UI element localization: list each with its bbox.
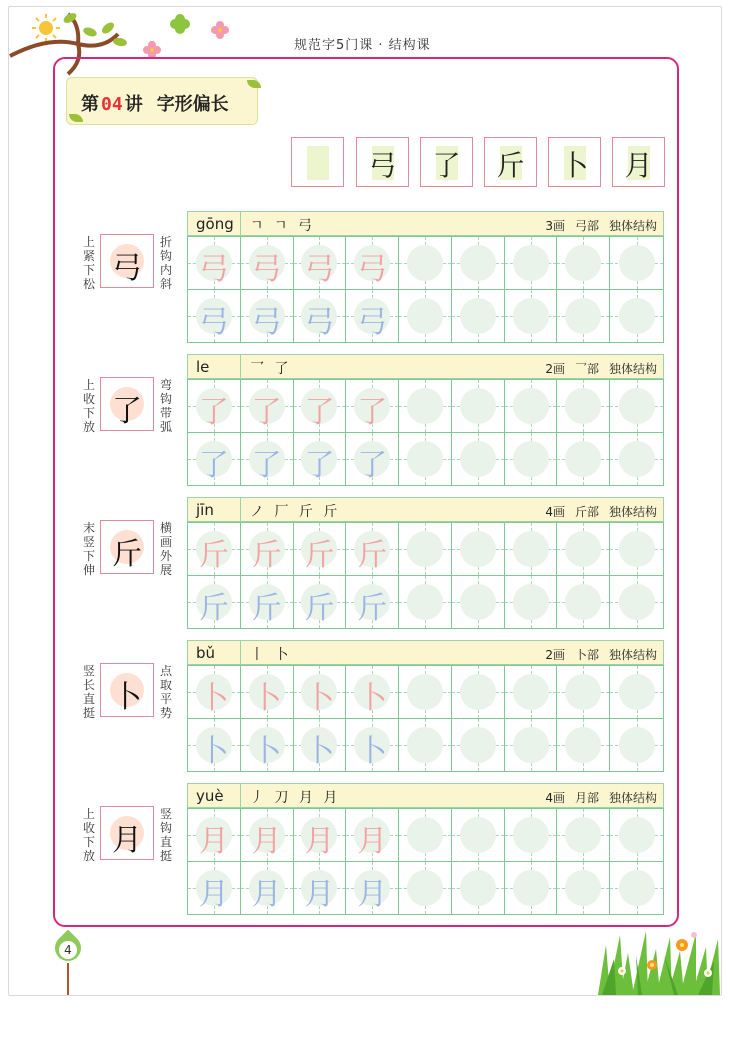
char-info-bar bbox=[187, 640, 664, 665]
writing-cell[interactable] bbox=[399, 576, 452, 629]
structure: 独体结构 bbox=[608, 791, 657, 805]
top-char: 月 bbox=[624, 149, 653, 182]
trace-char: 弓 bbox=[357, 304, 388, 340]
writing-cell[interactable] bbox=[294, 380, 347, 433]
trace-char: 斤 bbox=[251, 538, 282, 573]
writing-cell[interactable] bbox=[505, 290, 558, 343]
writing-cell[interactable] bbox=[557, 433, 610, 486]
flower-icon bbox=[211, 21, 229, 39]
model-char-box bbox=[100, 806, 154, 860]
tip-char: 上 bbox=[82, 807, 95, 821]
writing-cell[interactable] bbox=[188, 719, 241, 772]
tip-char: 挺 bbox=[159, 849, 172, 863]
tip-char: 放 bbox=[82, 849, 95, 863]
model-char: 月 bbox=[112, 823, 142, 858]
writing-cell[interactable] bbox=[188, 666, 241, 719]
tip-char: 平 bbox=[159, 692, 172, 706]
practice-row bbox=[75, 640, 675, 775]
writing-cell[interactable] bbox=[610, 237, 663, 290]
writing-cell[interactable] bbox=[452, 380, 505, 433]
writing-cell[interactable] bbox=[346, 666, 399, 719]
tip-char: 收 bbox=[82, 821, 95, 835]
writing-cell[interactable] bbox=[188, 380, 241, 433]
trace-char: 斤 bbox=[304, 590, 335, 626]
tip-char: 内 bbox=[159, 263, 172, 277]
trace-char: 弓 bbox=[357, 252, 388, 287]
trace-char: 了 bbox=[304, 447, 335, 483]
char-info-bar bbox=[187, 497, 664, 522]
stroke-count: 2画 bbox=[545, 362, 565, 376]
top-char: 斤 bbox=[496, 149, 525, 182]
tip-char: 取 bbox=[159, 678, 172, 692]
writing-cell[interactable] bbox=[399, 809, 452, 862]
structure: 独体结构 bbox=[608, 648, 657, 662]
writing-cell[interactable] bbox=[188, 433, 241, 486]
writing-cell[interactable] bbox=[557, 719, 610, 772]
writing-cell[interactable] bbox=[188, 523, 241, 576]
tip-char: 横 bbox=[159, 521, 172, 535]
practice-row bbox=[75, 783, 675, 918]
trace-char: 月 bbox=[198, 876, 229, 912]
tip-left bbox=[81, 378, 97, 434]
tip-right bbox=[158, 235, 174, 291]
trace-char: 弓 bbox=[198, 252, 229, 287]
top-char-box bbox=[291, 137, 344, 187]
writing-cell[interactable] bbox=[294, 809, 347, 862]
writing-grid bbox=[187, 522, 664, 629]
pinyin: bǔ bbox=[196, 644, 216, 662]
tip-left bbox=[81, 664, 97, 720]
writing-cell[interactable] bbox=[346, 809, 399, 862]
tip-char: 松 bbox=[82, 277, 95, 291]
radical: 弓部 bbox=[574, 219, 599, 233]
writing-cell[interactable] bbox=[399, 380, 452, 433]
stroke-order: ノ 厂 斤 斤 bbox=[250, 504, 341, 520]
writing-cell[interactable] bbox=[505, 666, 558, 719]
writing-cell[interactable] bbox=[610, 666, 663, 719]
writing-cell[interactable] bbox=[188, 862, 241, 915]
tip-right bbox=[158, 378, 174, 434]
trace-char: 了 bbox=[304, 395, 335, 430]
model-char-box bbox=[100, 520, 154, 574]
trace-char: 了 bbox=[198, 395, 229, 430]
stroke-count: 4画 bbox=[545, 505, 565, 519]
clover-icon bbox=[170, 14, 190, 34]
writing-grid bbox=[187, 665, 664, 772]
writing-cell[interactable] bbox=[505, 523, 558, 576]
writing-cell[interactable] bbox=[241, 433, 294, 486]
stroke-order: ㄱ ㄱ 弓 bbox=[250, 218, 315, 234]
writing-cell[interactable] bbox=[399, 666, 452, 719]
writing-cell[interactable] bbox=[399, 237, 452, 290]
radical: 乛部 bbox=[574, 362, 599, 376]
writing-cell[interactable] bbox=[610, 523, 663, 576]
writing-cell[interactable] bbox=[452, 523, 505, 576]
tip-char: 势 bbox=[159, 706, 172, 720]
writing-cell[interactable] bbox=[557, 809, 610, 862]
pinyin: yuè bbox=[196, 787, 224, 805]
stroke-order: 丿 刀 月 月 bbox=[250, 790, 341, 806]
trace-char: 卜 bbox=[198, 733, 229, 769]
header-title: 规范字5门课 · 结构课 bbox=[294, 38, 431, 53]
writing-cell[interactable] bbox=[505, 237, 558, 290]
trace-char: 卜 bbox=[357, 733, 388, 769]
writing-cell[interactable] bbox=[241, 719, 294, 772]
lesson-suffix: 讲 bbox=[124, 94, 143, 115]
writing-cell[interactable] bbox=[294, 719, 347, 772]
char-info-bar bbox=[187, 783, 664, 808]
writing-cell[interactable] bbox=[452, 809, 505, 862]
trace-char: 了 bbox=[357, 395, 388, 430]
writing-grid bbox=[187, 808, 664, 915]
trace-char: 斤 bbox=[198, 590, 229, 626]
tip-char: 钩 bbox=[159, 249, 172, 263]
writing-cell[interactable] bbox=[294, 523, 347, 576]
writing-cell[interactable] bbox=[241, 290, 294, 343]
trace-char: 了 bbox=[251, 447, 282, 483]
writing-cell[interactable] bbox=[505, 380, 558, 433]
tip-char: 挺 bbox=[82, 706, 95, 720]
highlight bbox=[307, 146, 329, 180]
trace-char: 斤 bbox=[357, 538, 388, 573]
writing-cell[interactable] bbox=[346, 719, 399, 772]
writing-cell[interactable] bbox=[241, 576, 294, 629]
tip-char: 下 bbox=[82, 835, 95, 849]
trace-char: 月 bbox=[251, 824, 282, 859]
practice-row bbox=[75, 211, 675, 346]
char-info-bar bbox=[187, 354, 664, 379]
stroke-count: 3画 bbox=[545, 219, 565, 233]
writing-cell[interactable] bbox=[557, 237, 610, 290]
writing-cell[interactable] bbox=[399, 433, 452, 486]
tip-char: 竖 bbox=[159, 807, 172, 821]
tip-char: 画 bbox=[159, 535, 172, 549]
writing-cell[interactable] bbox=[399, 523, 452, 576]
writing-cell[interactable] bbox=[610, 576, 663, 629]
model-char-box bbox=[100, 663, 154, 717]
writing-cell[interactable] bbox=[557, 576, 610, 629]
trace-char: 弓 bbox=[198, 304, 229, 340]
writing-cell[interactable] bbox=[505, 433, 558, 486]
writing-cell[interactable] bbox=[346, 576, 399, 629]
tip-char: 紧 bbox=[82, 249, 95, 263]
trace-char: 斤 bbox=[251, 590, 282, 626]
model-char: 斤 bbox=[112, 537, 142, 572]
tip-right bbox=[158, 664, 174, 720]
writing-cell[interactable] bbox=[346, 380, 399, 433]
writing-cell[interactable] bbox=[452, 666, 505, 719]
radical: 斤部 bbox=[574, 505, 599, 519]
model-char: 了 bbox=[112, 394, 142, 429]
trace-char: 月 bbox=[304, 824, 335, 859]
writing-cell[interactable] bbox=[188, 290, 241, 343]
writing-cell[interactable] bbox=[188, 809, 241, 862]
writing-cell[interactable] bbox=[399, 862, 452, 915]
trace-char: 了 bbox=[251, 395, 282, 430]
flower-icon bbox=[647, 960, 657, 970]
writing-cell[interactable] bbox=[346, 523, 399, 576]
writing-cell[interactable] bbox=[505, 576, 558, 629]
top-char-box bbox=[548, 137, 601, 187]
top-char-box bbox=[612, 137, 665, 187]
writing-cell[interactable] bbox=[452, 433, 505, 486]
writing-cell[interactable] bbox=[610, 290, 663, 343]
writing-cell[interactable] bbox=[452, 719, 505, 772]
structure: 独体结构 bbox=[608, 362, 657, 376]
writing-cell[interactable] bbox=[399, 719, 452, 772]
radical: 月部 bbox=[574, 791, 599, 805]
writing-cell[interactable] bbox=[610, 809, 663, 862]
tip-char: 折 bbox=[159, 235, 172, 249]
writing-cell[interactable] bbox=[557, 380, 610, 433]
top-char: 弓 bbox=[368, 149, 397, 182]
trace-char: 弓 bbox=[251, 304, 282, 340]
trace-char: 卜 bbox=[198, 681, 229, 716]
writing-cell[interactable] bbox=[452, 290, 505, 343]
stroke-count: 4画 bbox=[545, 791, 565, 805]
flower-icon bbox=[704, 969, 712, 977]
page-number-badge bbox=[55, 935, 81, 971]
trace-char: 卜 bbox=[357, 681, 388, 716]
model-char-box bbox=[100, 377, 154, 431]
pinyin: le bbox=[196, 358, 210, 376]
radical: 卜部 bbox=[574, 648, 599, 662]
writing-cell[interactable] bbox=[610, 380, 663, 433]
trace-char: 卜 bbox=[304, 681, 335, 716]
tip-char: 带 bbox=[159, 406, 172, 420]
tip-char: 下 bbox=[82, 406, 95, 420]
tip-char: 上 bbox=[82, 235, 95, 249]
tip-char: 长 bbox=[82, 678, 95, 692]
tip-char: 弧 bbox=[159, 420, 172, 434]
page-number: 4 bbox=[64, 943, 72, 957]
flower-icon bbox=[691, 932, 697, 938]
tip-char: 直 bbox=[82, 692, 95, 706]
trace-char: 月 bbox=[357, 876, 388, 912]
pinyin: gōng bbox=[196, 215, 234, 233]
tip-char: 上 bbox=[82, 378, 95, 392]
trace-char: 斤 bbox=[198, 538, 229, 573]
tip-char: 伸 bbox=[82, 563, 95, 577]
tip-char: 点 bbox=[159, 664, 172, 678]
tip-char: 下 bbox=[82, 549, 95, 563]
top-char-box bbox=[356, 137, 409, 187]
practice-row bbox=[75, 354, 675, 489]
lesson-number: 04 bbox=[101, 94, 123, 115]
tip-char: 下 bbox=[82, 263, 95, 277]
trace-char: 弓 bbox=[304, 304, 335, 340]
top-char-box bbox=[484, 137, 537, 187]
writing-cell[interactable] bbox=[346, 433, 399, 486]
lesson-topic: 字形偏长 bbox=[156, 94, 229, 115]
writing-cell[interactable] bbox=[188, 576, 241, 629]
writing-cell[interactable] bbox=[241, 666, 294, 719]
writing-cell[interactable] bbox=[452, 862, 505, 915]
writing-grid bbox=[187, 379, 664, 486]
trace-char: 卜 bbox=[304, 733, 335, 769]
writing-cell[interactable] bbox=[294, 862, 347, 915]
writing-cell[interactable] bbox=[346, 290, 399, 343]
writing-cell[interactable] bbox=[241, 523, 294, 576]
writing-cell[interactable] bbox=[294, 576, 347, 629]
trace-char: 弓 bbox=[304, 252, 335, 287]
writing-cell[interactable] bbox=[241, 380, 294, 433]
lesson-title-box bbox=[66, 77, 258, 125]
tip-char: 斜 bbox=[159, 277, 172, 291]
writing-grid bbox=[187, 236, 664, 343]
writing-cell[interactable] bbox=[241, 809, 294, 862]
writing-cell[interactable] bbox=[346, 237, 399, 290]
tip-right bbox=[158, 807, 174, 863]
structure: 独体结构 bbox=[608, 219, 657, 233]
tip-char: 竖 bbox=[82, 535, 95, 549]
trace-char: 斤 bbox=[304, 538, 335, 573]
trace-char: 月 bbox=[251, 876, 282, 912]
writing-cell[interactable] bbox=[557, 862, 610, 915]
writing-cell[interactable] bbox=[452, 237, 505, 290]
top-char-box bbox=[420, 137, 473, 187]
model-char: 弓 bbox=[112, 251, 142, 286]
writing-cell[interactable] bbox=[294, 290, 347, 343]
writing-cell[interactable] bbox=[610, 862, 663, 915]
tip-char: 钩 bbox=[159, 821, 172, 835]
tip-left bbox=[81, 807, 97, 863]
tip-left bbox=[81, 235, 97, 291]
sun-icon bbox=[32, 14, 60, 42]
stroke-count: 2画 bbox=[545, 648, 565, 662]
writing-cell[interactable] bbox=[294, 237, 347, 290]
trace-char: 月 bbox=[198, 824, 229, 859]
grass-decoration bbox=[598, 925, 722, 995]
stroke-order: 丨 卜 bbox=[250, 647, 292, 663]
writing-cell[interactable] bbox=[557, 666, 610, 719]
writing-cell[interactable] bbox=[241, 862, 294, 915]
writing-cell[interactable] bbox=[505, 809, 558, 862]
trace-char: 了 bbox=[357, 447, 388, 483]
pinyin: jīn bbox=[196, 501, 214, 519]
trace-char: 月 bbox=[357, 824, 388, 859]
writing-cell[interactable] bbox=[346, 862, 399, 915]
writing-cell[interactable] bbox=[557, 290, 610, 343]
trace-char: 了 bbox=[198, 447, 229, 483]
flower-icon bbox=[618, 967, 626, 975]
writing-cell[interactable] bbox=[399, 290, 452, 343]
model-char: 卜 bbox=[112, 680, 142, 715]
tip-right bbox=[158, 521, 174, 577]
tip-char: 末 bbox=[82, 521, 95, 535]
model-char-box bbox=[100, 234, 154, 288]
trace-char: 弓 bbox=[251, 252, 282, 287]
tip-left bbox=[81, 521, 97, 577]
tip-char: 展 bbox=[159, 563, 172, 577]
writing-cell[interactable] bbox=[505, 719, 558, 772]
practice-row bbox=[75, 497, 675, 632]
writing-cell[interactable] bbox=[188, 237, 241, 290]
char-info-bar bbox=[187, 211, 664, 236]
flower-icon bbox=[676, 939, 688, 951]
writing-cell[interactable] bbox=[294, 666, 347, 719]
tip-char: 钩 bbox=[159, 392, 172, 406]
top-char: 了 bbox=[432, 149, 461, 182]
trace-char: 卜 bbox=[251, 733, 282, 769]
lesson-prefix: 第 bbox=[81, 94, 99, 115]
trace-char: 斤 bbox=[357, 590, 388, 626]
tip-char: 竖 bbox=[82, 664, 95, 678]
writing-cell[interactable] bbox=[610, 433, 663, 486]
tip-char: 收 bbox=[82, 392, 95, 406]
trace-char: 月 bbox=[304, 876, 335, 912]
writing-cell[interactable] bbox=[294, 433, 347, 486]
structure: 独体结构 bbox=[608, 505, 657, 519]
stroke-order: 乛 了 bbox=[250, 361, 292, 377]
writing-cell[interactable] bbox=[241, 237, 294, 290]
tip-char: 外 bbox=[159, 549, 172, 563]
writing-cell[interactable] bbox=[452, 576, 505, 629]
writing-cell[interactable] bbox=[505, 862, 558, 915]
writing-cell[interactable] bbox=[610, 719, 663, 772]
tip-char: 放 bbox=[82, 420, 95, 434]
tip-char: 直 bbox=[159, 835, 172, 849]
top-char: 卜 bbox=[560, 149, 589, 182]
writing-cell[interactable] bbox=[557, 523, 610, 576]
trace-char: 卜 bbox=[251, 681, 282, 716]
lesson-title bbox=[81, 90, 229, 116]
tip-char: 弯 bbox=[159, 378, 172, 392]
